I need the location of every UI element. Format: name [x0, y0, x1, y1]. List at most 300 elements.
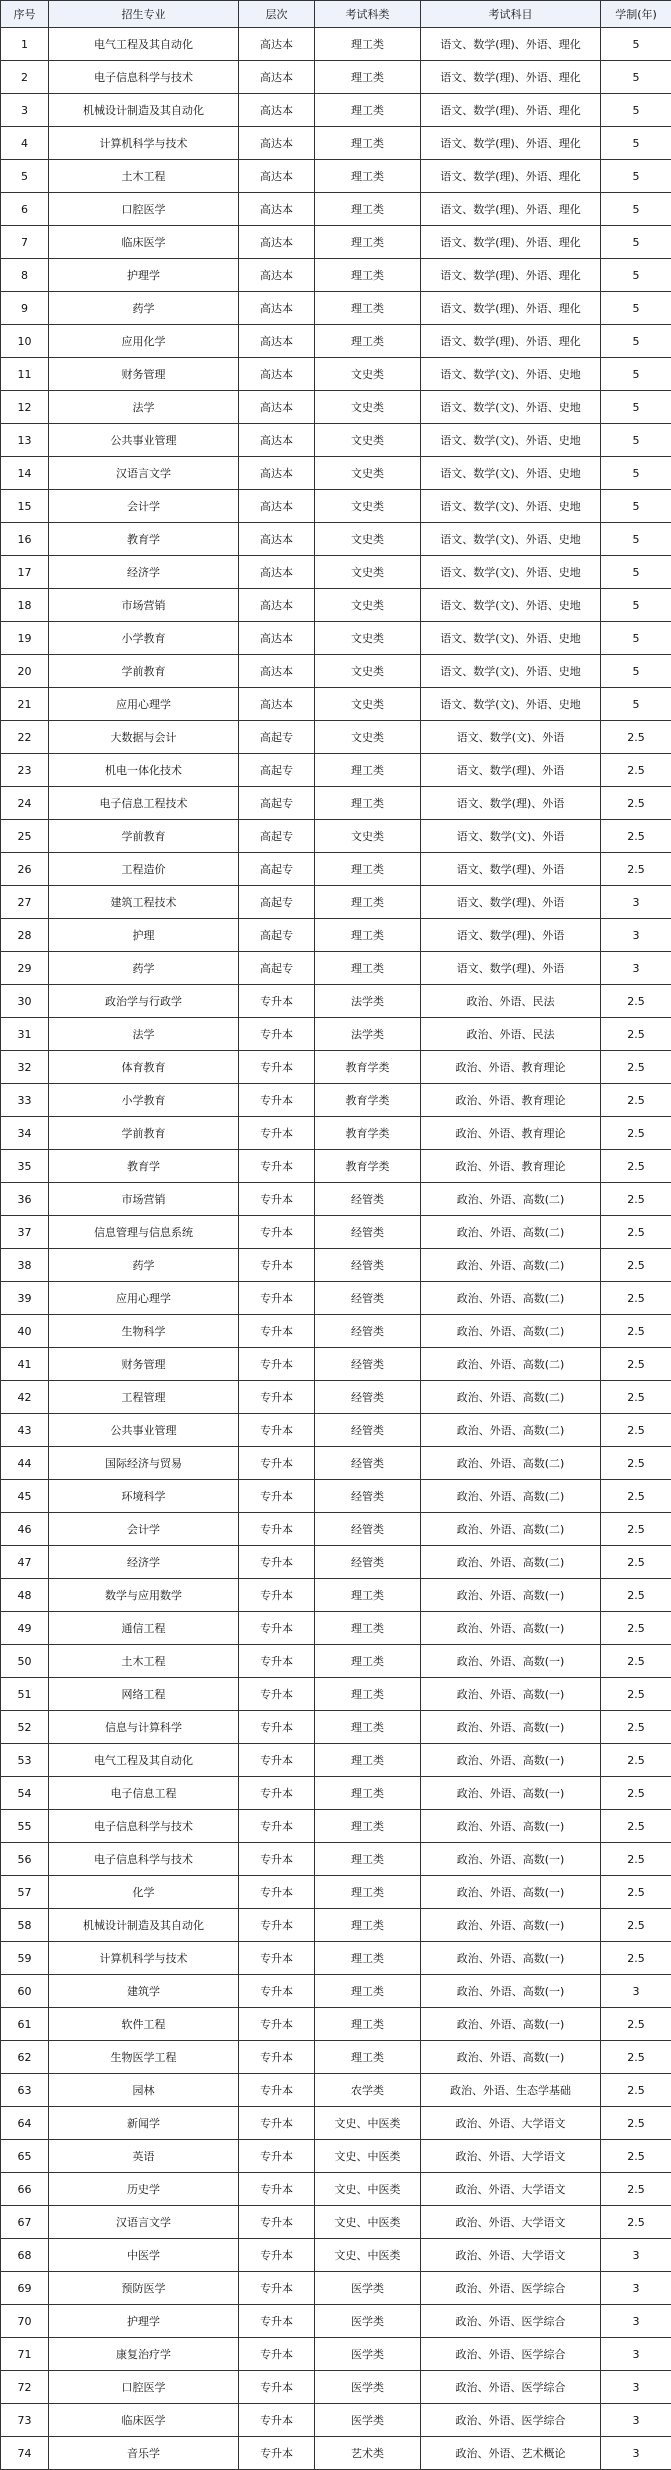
row-index: 22: [1, 721, 49, 754]
row-category: 文史类: [315, 391, 421, 424]
table-row: [1, 1084, 671, 1117]
row-duration: 2.5: [601, 1546, 671, 1579]
row-major: 历史学: [49, 2173, 239, 2206]
row-category: 经管类: [315, 1282, 421, 1315]
header-category: 考试科类: [315, 1, 421, 28]
row-duration: 2.5: [601, 1678, 671, 1711]
row-category: 理工类: [315, 28, 421, 61]
row-major: 土木工程: [49, 1645, 239, 1678]
table-row: [1, 622, 671, 655]
row-major: 预防医学: [49, 2272, 239, 2305]
table-row: [1, 1315, 671, 1348]
row-duration: 5: [601, 160, 671, 193]
row-duration: 2.5: [601, 1711, 671, 1744]
header-major: 招生专业: [49, 1, 239, 28]
row-major: 护理: [49, 919, 239, 952]
row-subjects: 政治、外语、民法: [421, 985, 601, 1018]
row-index: 27: [1, 886, 49, 919]
row-duration: 5: [601, 655, 671, 688]
row-category: 理工类: [315, 1942, 421, 1975]
row-duration: 2.5: [601, 1513, 671, 1546]
row-index: 10: [1, 325, 49, 358]
row-level: 专升本: [239, 1381, 315, 1414]
row-duration: 2.5: [601, 787, 671, 820]
row-duration: 5: [601, 523, 671, 556]
row-major: 电子信息工程: [49, 1777, 239, 1810]
row-subjects: 政治、外语、高数(一): [421, 1909, 601, 1942]
row-subjects: 政治、外语、高数(二): [421, 1546, 601, 1579]
row-level: 高起专: [239, 787, 315, 820]
table-row: [1, 2041, 671, 2074]
table-row: [1, 358, 671, 391]
row-level: 高达本: [239, 622, 315, 655]
table-row: [1, 457, 671, 490]
table-row: [1, 820, 671, 853]
row-level: 高达本: [239, 457, 315, 490]
row-major: 网络工程: [49, 1678, 239, 1711]
row-duration: 2.5: [601, 1282, 671, 1315]
row-category: 医学类: [315, 2371, 421, 2404]
row-subjects: 政治、外语、高数(二): [421, 1447, 601, 1480]
row-index: 15: [1, 490, 49, 523]
row-major: 生物医学工程: [49, 2041, 239, 2074]
row-duration: 2.5: [601, 853, 671, 886]
row-subjects: 语文、数学(理)、外语、理化: [421, 325, 601, 358]
row-subjects: 政治、外语、高数(二): [421, 1183, 601, 1216]
row-subjects: 语文、数学(理)、外语: [421, 919, 601, 952]
row-index: 12: [1, 391, 49, 424]
table-row: [1, 127, 671, 160]
row-index: 48: [1, 1579, 49, 1612]
table-row: [1, 424, 671, 457]
row-duration: 2.5: [601, 1645, 671, 1678]
row-duration: 2.5: [601, 2008, 671, 2041]
row-subjects: 政治、外语、高数(二): [421, 1282, 601, 1315]
row-level: 专升本: [239, 1216, 315, 1249]
row-level: 专升本: [239, 2140, 315, 2173]
table-row: [1, 1942, 671, 1975]
row-category: 理工类: [315, 952, 421, 985]
row-category: 理工类: [315, 787, 421, 820]
row-index: 51: [1, 1678, 49, 1711]
row-major: 护理学: [49, 2305, 239, 2338]
row-duration: 2.5: [601, 1909, 671, 1942]
row-subjects: 语文、数学(文)、外语、史地: [421, 391, 601, 424]
row-duration: 2.5: [601, 1612, 671, 1645]
row-level: 专升本: [239, 2437, 315, 2470]
row-category: 经管类: [315, 1315, 421, 1348]
row-duration: 2.5: [601, 1183, 671, 1216]
table-row: [1, 2173, 671, 2206]
row-index: 70: [1, 2305, 49, 2338]
row-major: 机电一体化技术: [49, 754, 239, 787]
row-category: 理工类: [315, 1612, 421, 1645]
row-major: 口腔医学: [49, 2371, 239, 2404]
row-index: 37: [1, 1216, 49, 1249]
table-row: [1, 61, 671, 94]
row-index: 2: [1, 61, 49, 94]
row-subjects: 语文、数学(理)、外语、理化: [421, 61, 601, 94]
table-row: [1, 1711, 671, 1744]
table-row: [1, 589, 671, 622]
row-level: 高达本: [239, 556, 315, 589]
row-index: 43: [1, 1414, 49, 1447]
row-index: 49: [1, 1612, 49, 1645]
row-subjects: 政治、外语、高数(一): [421, 1612, 601, 1645]
row-major: 政治学与行政学: [49, 985, 239, 1018]
row-subjects: 政治、外语、教育理论: [421, 1051, 601, 1084]
row-subjects: 政治、外语、大学语文: [421, 2140, 601, 2173]
table-row: [1, 325, 671, 358]
row-category: 文史类: [315, 589, 421, 622]
row-category: 经管类: [315, 1183, 421, 1216]
row-major: 药学: [49, 1249, 239, 1282]
row-major: 电子信息科学与技术: [49, 1843, 239, 1876]
row-subjects: 政治、外语、高数(一): [421, 1843, 601, 1876]
row-subjects: 政治、外语、民法: [421, 1018, 601, 1051]
row-category: 理工类: [315, 853, 421, 886]
table-row: [1, 1876, 671, 1909]
table-row: [1, 391, 671, 424]
table-row: [1, 952, 671, 985]
row-category: 农学类: [315, 2074, 421, 2107]
row-category: 理工类: [315, 259, 421, 292]
row-index: 68: [1, 2239, 49, 2272]
row-level: 专升本: [239, 1909, 315, 1942]
row-level: 专升本: [239, 2338, 315, 2371]
row-index: 38: [1, 1249, 49, 1282]
row-index: 3: [1, 94, 49, 127]
row-subjects: 政治、外语、医学综合: [421, 2404, 601, 2437]
row-major: 土木工程: [49, 160, 239, 193]
row-category: 文史类: [315, 622, 421, 655]
row-category: 文史类: [315, 556, 421, 589]
row-duration: 2.5: [601, 1117, 671, 1150]
row-index: 18: [1, 589, 49, 622]
row-major: 会计学: [49, 490, 239, 523]
row-duration: 5: [601, 292, 671, 325]
row-major: 化学: [49, 1876, 239, 1909]
row-level: 高达本: [239, 28, 315, 61]
row-duration: 2.5: [601, 2140, 671, 2173]
row-level: 专升本: [239, 1447, 315, 1480]
row-level: 高达本: [239, 94, 315, 127]
row-index: 42: [1, 1381, 49, 1414]
row-category: 文史类: [315, 358, 421, 391]
row-major: 园林: [49, 2074, 239, 2107]
row-category: 理工类: [315, 1678, 421, 1711]
row-index: 45: [1, 1480, 49, 1513]
row-level: 高达本: [239, 589, 315, 622]
row-index: 8: [1, 259, 49, 292]
row-duration: 2.5: [601, 2173, 671, 2206]
row-subjects: 语文、数学(理)、外语: [421, 952, 601, 985]
table-row: [1, 193, 671, 226]
row-major: 公共事业管理: [49, 1414, 239, 1447]
row-level: 专升本: [239, 2173, 315, 2206]
table-row: [1, 556, 671, 589]
row-subjects: 语文、数学(理)、外语、理化: [421, 226, 601, 259]
row-duration: 2.5: [601, 1777, 671, 1810]
row-level: 专升本: [239, 2107, 315, 2140]
row-major: 临床医学: [49, 226, 239, 259]
row-index: 57: [1, 1876, 49, 1909]
row-major: 新闻学: [49, 2107, 239, 2140]
row-duration: 2.5: [601, 1414, 671, 1447]
row-duration: 2.5: [601, 1447, 671, 1480]
row-major: 护理学: [49, 259, 239, 292]
row-duration: 2.5: [601, 1150, 671, 1183]
table-row: [1, 985, 671, 1018]
row-duration: 2.5: [601, 754, 671, 787]
header-row: [1, 1, 671, 28]
row-category: 理工类: [315, 127, 421, 160]
row-major: 市场营销: [49, 1183, 239, 1216]
row-subjects: 政治、外语、高数(二): [421, 1414, 601, 1447]
row-major: 药学: [49, 952, 239, 985]
row-level: 专升本: [239, 2305, 315, 2338]
row-level: 高达本: [239, 424, 315, 457]
row-index: 6: [1, 193, 49, 226]
row-subjects: 政治、外语、高数(二): [421, 1216, 601, 1249]
row-subjects: 政治、外语、高数(二): [421, 1381, 601, 1414]
table-row: [1, 2074, 671, 2107]
row-duration: 2.5: [601, 985, 671, 1018]
row-level: 专升本: [239, 1942, 315, 1975]
row-category: 理工类: [315, 1579, 421, 1612]
row-category: 理工类: [315, 1711, 421, 1744]
row-level: 专升本: [239, 1579, 315, 1612]
row-level: 专升本: [239, 1183, 315, 1216]
row-level: 高达本: [239, 292, 315, 325]
row-level: 专升本: [239, 2206, 315, 2239]
row-index: 41: [1, 1348, 49, 1381]
row-duration: 3: [601, 2305, 671, 2338]
table-body: [1, 28, 671, 2470]
row-duration: 2.5: [601, 1249, 671, 1282]
row-subjects: 政治、外语、医学综合: [421, 2272, 601, 2305]
row-category: 理工类: [315, 919, 421, 952]
row-major: 生物科学: [49, 1315, 239, 1348]
row-category: 经管类: [315, 1513, 421, 1546]
row-subjects: 政治、外语、大学语文: [421, 2107, 601, 2140]
row-index: 58: [1, 1909, 49, 1942]
table-row: [1, 1150, 671, 1183]
row-duration: 5: [601, 490, 671, 523]
row-level: 高达本: [239, 61, 315, 94]
row-level: 专升本: [239, 2008, 315, 2041]
row-level: 专升本: [239, 1348, 315, 1381]
row-duration: 3: [601, 2437, 671, 2470]
row-level: 专升本: [239, 1513, 315, 1546]
header-subjects: 考试科目: [421, 1, 601, 28]
row-level: 专升本: [239, 1480, 315, 1513]
row-index: 46: [1, 1513, 49, 1546]
row-category: 文史、中医类: [315, 2107, 421, 2140]
row-level: 高起专: [239, 919, 315, 952]
row-major: 学前教育: [49, 1117, 239, 1150]
row-category: 文史、中医类: [315, 2239, 421, 2272]
row-category: 文史类: [315, 424, 421, 457]
row-level: 高起专: [239, 853, 315, 886]
row-major: 电气工程及其自动化: [49, 1744, 239, 1777]
row-subjects: 政治、外语、高数(一): [421, 2041, 601, 2074]
row-major: 体育教育: [49, 1051, 239, 1084]
row-level: 专升本: [239, 1249, 315, 1282]
row-subjects: 语文、数学(理)、外语: [421, 754, 601, 787]
row-category: 经管类: [315, 1414, 421, 1447]
row-subjects: 政治、外语、医学综合: [421, 2338, 601, 2371]
table-row: [1, 1579, 671, 1612]
row-major: 通信工程: [49, 1612, 239, 1645]
row-index: 40: [1, 1315, 49, 1348]
row-duration: 5: [601, 325, 671, 358]
row-category: 教育学类: [315, 1150, 421, 1183]
row-index: 67: [1, 2206, 49, 2239]
table-row: [1, 1645, 671, 1678]
row-duration: 2.5: [601, 721, 671, 754]
table-row: [1, 1909, 671, 1942]
row-level: 高达本: [239, 259, 315, 292]
row-category: 理工类: [315, 2041, 421, 2074]
row-index: 54: [1, 1777, 49, 1810]
row-subjects: 语文、数学(文)、外语、史地: [421, 424, 601, 457]
row-subjects: 政治、外语、高数(一): [421, 1942, 601, 1975]
row-category: 理工类: [315, 1909, 421, 1942]
row-duration: 3: [601, 2338, 671, 2371]
row-subjects: 政治、外语、高数(二): [421, 1513, 601, 1546]
row-major: 数学与应用数学: [49, 1579, 239, 1612]
table-row: [1, 787, 671, 820]
table-row: [1, 2272, 671, 2305]
row-subjects: 语文、数学(文)、外语、史地: [421, 556, 601, 589]
row-major: 康复治疗学: [49, 2338, 239, 2371]
table-row: [1, 28, 671, 61]
row-major: 经济学: [49, 556, 239, 589]
row-level: 高达本: [239, 523, 315, 556]
table-row: [1, 2239, 671, 2272]
row-index: 64: [1, 2107, 49, 2140]
row-major: 音乐学: [49, 2437, 239, 2470]
row-major: 英语: [49, 2140, 239, 2173]
row-level: 专升本: [239, 1975, 315, 2008]
table-row: [1, 2338, 671, 2371]
row-subjects: 语文、数学(理)、外语: [421, 787, 601, 820]
row-duration: 5: [601, 391, 671, 424]
table-row: [1, 1249, 671, 1282]
row-category: 经管类: [315, 1546, 421, 1579]
row-category: 经管类: [315, 1216, 421, 1249]
table-row: [1, 2404, 671, 2437]
row-subjects: 语文、数学(文)、外语、史地: [421, 358, 601, 391]
row-duration: 5: [601, 424, 671, 457]
row-category: 文史类: [315, 688, 421, 721]
row-index: 36: [1, 1183, 49, 1216]
row-major: 电子信息科学与技术: [49, 61, 239, 94]
row-subjects: 政治、外语、高数(二): [421, 1480, 601, 1513]
row-major: 应用心理学: [49, 688, 239, 721]
row-level: 专升本: [239, 1678, 315, 1711]
row-duration: 2.5: [601, 2206, 671, 2239]
row-duration: 2.5: [601, 2074, 671, 2107]
row-index: 21: [1, 688, 49, 721]
row-major: 公共事业管理: [49, 424, 239, 457]
row-duration: 5: [601, 28, 671, 61]
row-category: 文史、中医类: [315, 2206, 421, 2239]
row-category: 经管类: [315, 1447, 421, 1480]
row-level: 专升本: [239, 2074, 315, 2107]
row-level: 高达本: [239, 655, 315, 688]
row-category: 经管类: [315, 1249, 421, 1282]
row-major: 教育学: [49, 1150, 239, 1183]
row-subjects: 政治、外语、教育理论: [421, 1117, 601, 1150]
row-level: 高起专: [239, 754, 315, 787]
row-index: 60: [1, 1975, 49, 2008]
row-index: 65: [1, 2140, 49, 2173]
table-row: [1, 1051, 671, 1084]
row-category: 医学类: [315, 2404, 421, 2437]
row-category: 理工类: [315, 61, 421, 94]
row-duration: 2.5: [601, 1942, 671, 1975]
row-index: 61: [1, 2008, 49, 2041]
row-category: 文史类: [315, 523, 421, 556]
row-index: 34: [1, 1117, 49, 1150]
row-duration: 5: [601, 226, 671, 259]
row-level: 专升本: [239, 1018, 315, 1051]
row-major: 建筑学: [49, 1975, 239, 2008]
row-subjects: 政治、外语、大学语文: [421, 2206, 601, 2239]
row-index: 20: [1, 655, 49, 688]
row-major: 软件工程: [49, 2008, 239, 2041]
row-subjects: 政治、外语、高数(二): [421, 1249, 601, 1282]
row-duration: 2.5: [601, 1843, 671, 1876]
row-major: 教育学: [49, 523, 239, 556]
table-row: [1, 490, 671, 523]
row-subjects: 语文、数学(理)、外语、理化: [421, 28, 601, 61]
row-index: 19: [1, 622, 49, 655]
table-row: [1, 1282, 671, 1315]
row-index: 11: [1, 358, 49, 391]
row-index: 47: [1, 1546, 49, 1579]
row-category: 文史类: [315, 655, 421, 688]
row-category: 法学类: [315, 1018, 421, 1051]
row-category: 文史、中医类: [315, 2140, 421, 2173]
row-subjects: 语文、数学(文)、外语、史地: [421, 523, 601, 556]
table-row: [1, 1546, 671, 1579]
row-major: 建筑工程技术: [49, 886, 239, 919]
row-level: 专升本: [239, 1084, 315, 1117]
row-category: 理工类: [315, 1843, 421, 1876]
row-duration: 3: [601, 2239, 671, 2272]
row-category: 理工类: [315, 325, 421, 358]
row-index: 53: [1, 1744, 49, 1777]
row-category: 理工类: [315, 1975, 421, 2008]
row-major: 工程造价: [49, 853, 239, 886]
row-major: 药学: [49, 292, 239, 325]
table-row: [1, 1612, 671, 1645]
row-index: 13: [1, 424, 49, 457]
table-row: [1, 160, 671, 193]
row-category: 理工类: [315, 1810, 421, 1843]
table-row: [1, 1810, 671, 1843]
table-row: [1, 259, 671, 292]
row-duration: 2.5: [601, 1051, 671, 1084]
row-category: 医学类: [315, 2272, 421, 2305]
row-index: 4: [1, 127, 49, 160]
row-category: 理工类: [315, 2008, 421, 2041]
row-level: 专升本: [239, 1810, 315, 1843]
row-major: 电子信息工程技术: [49, 787, 239, 820]
